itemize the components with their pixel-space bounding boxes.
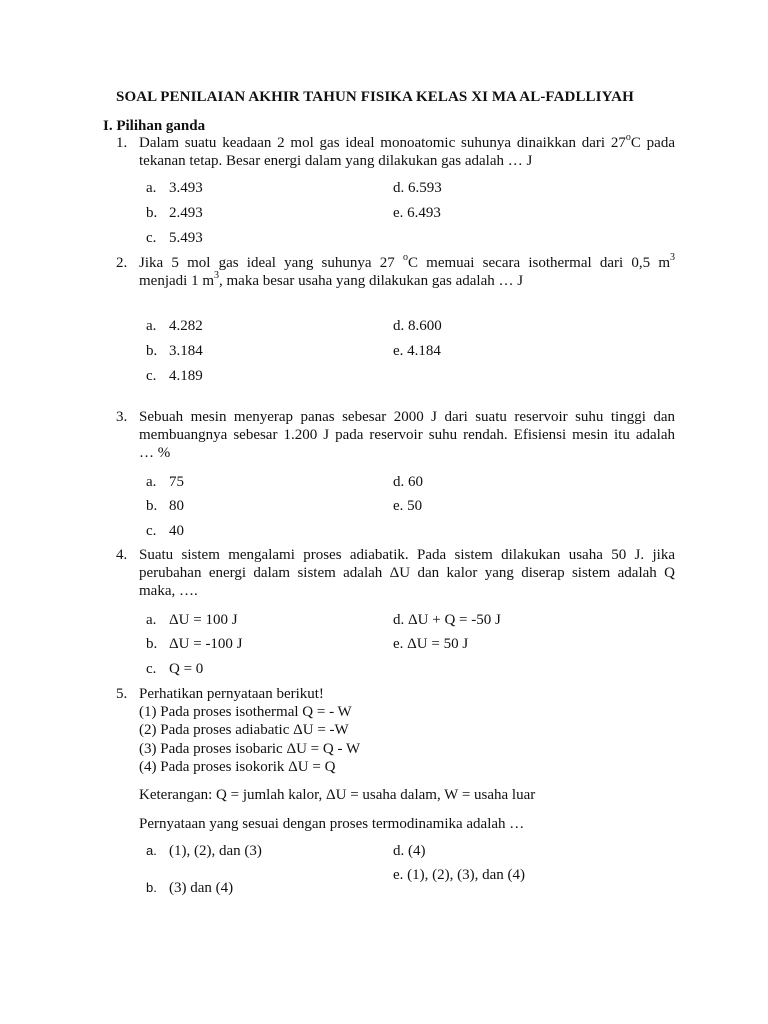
statement-2: (2) Pada proses adiabatic ΔU = -W [139, 722, 349, 738]
option-c: c. 4.189 [146, 368, 203, 384]
option-b: b. 80 [146, 498, 184, 514]
statement-4: (4) Pada proses isokorik ΔU = Q [139, 759, 336, 775]
option-b: b. (3) dan (4) [146, 880, 234, 896]
option-a: a. 75 [146, 474, 184, 490]
option-b: b. 3.184 [146, 343, 203, 359]
statement-3: (3) Pada proses isobaric ΔU = Q - W [139, 741, 361, 757]
option-a: a. 3.493 [146, 180, 203, 196]
page-title: SOAL PENILAIAN AKHIR TAHUN FISIKA KELAS XI MA AL-FADLLIYAH [116, 89, 634, 105]
question-intro: Perhatikan pernyataan berikut! [139, 686, 324, 702]
section-heading: I. Pilihan ganda [103, 118, 206, 134]
question-line: membuangnya sebesar 1.200 J pada reservoir suhu rendah. Efisiensi mesin itu adalah [139, 427, 675, 443]
option-a: a. 4.282 [146, 318, 203, 334]
question-line: tekanan tetap. Besar energi dalam yang dilakukan gas adalah … J [139, 153, 533, 169]
question-text [139, 134, 675, 170]
option-b: b. 2.493 [146, 205, 203, 221]
option-c: c. 40 [146, 523, 184, 539]
option-e: e. (1), (2), (3), dan (4) [393, 867, 526, 883]
option-a: a. ΔU = 100 J [146, 612, 238, 628]
option-d: d. ΔU + Q = -50 J [393, 612, 501, 628]
question-text [139, 408, 675, 462]
option-d: d. 8.600 [393, 318, 442, 334]
option-e: e. 6.493 [393, 205, 441, 221]
question-text [139, 546, 675, 600]
question-number: 1. [116, 135, 128, 151]
option-c: c. 5.493 [146, 230, 203, 246]
option-b: b. ΔU = -100 J [146, 636, 243, 652]
question-text [139, 254, 675, 290]
option-d: d. 6.593 [393, 180, 442, 196]
question-text: Pernyataan yang sesuai dengan proses termodinamika adalah … [139, 816, 525, 832]
option-e: e. 50 [393, 498, 423, 514]
question-number: 4. [116, 547, 128, 563]
note: Keterangan: Q = jumlah kalor, ΔU = usaha dalam, W = usaha luar [139, 787, 536, 803]
question-line: Suatu sistem mengalami proses adiabatik. Pada sistem dilakukan usaha 50 J. jika [139, 547, 675, 563]
question-line: perubahan energi dalam sistem adalah ΔU dan kalor yang diserap sistem adalah Q [139, 565, 675, 581]
option-c: c. Q = 0 [146, 661, 204, 677]
option-e: e. 4.184 [393, 343, 441, 359]
option-a: a. (1), (2), dan (3) [146, 843, 262, 859]
statement-1: (1) Pada proses isothermal Q = - W [139, 704, 352, 720]
question-line: Sebuah mesin menyerap panas sebesar 2000 J dari suatu reservoir suhu tinggi dan [139, 409, 675, 425]
question-line: menjadi 1 $m^3$, maka besar usaha yang dilakukan gas adalah … J [139, 270, 524, 289]
question-line: Jika 5 mol gas ideal yang suhunya 27 $^o$C memuai secara isothermal dari 0,5 $m^3$ [139, 252, 676, 271]
question-line: Dalam suatu keadaan 2 mol gas ideal monoatomic suhunya dinaikkan dari 27$^o$C pada [139, 132, 675, 151]
question-number: 5. [116, 686, 128, 702]
question-line: maka, …. [139, 583, 198, 599]
question-number: 2. [116, 255, 128, 271]
option-d: d. (4) [393, 843, 426, 859]
option-e: e. ΔU = 50 J [393, 636, 469, 652]
question-line: … % [139, 445, 171, 461]
option-d: d. 60 [393, 474, 423, 490]
question-number: 3. [116, 409, 128, 425]
